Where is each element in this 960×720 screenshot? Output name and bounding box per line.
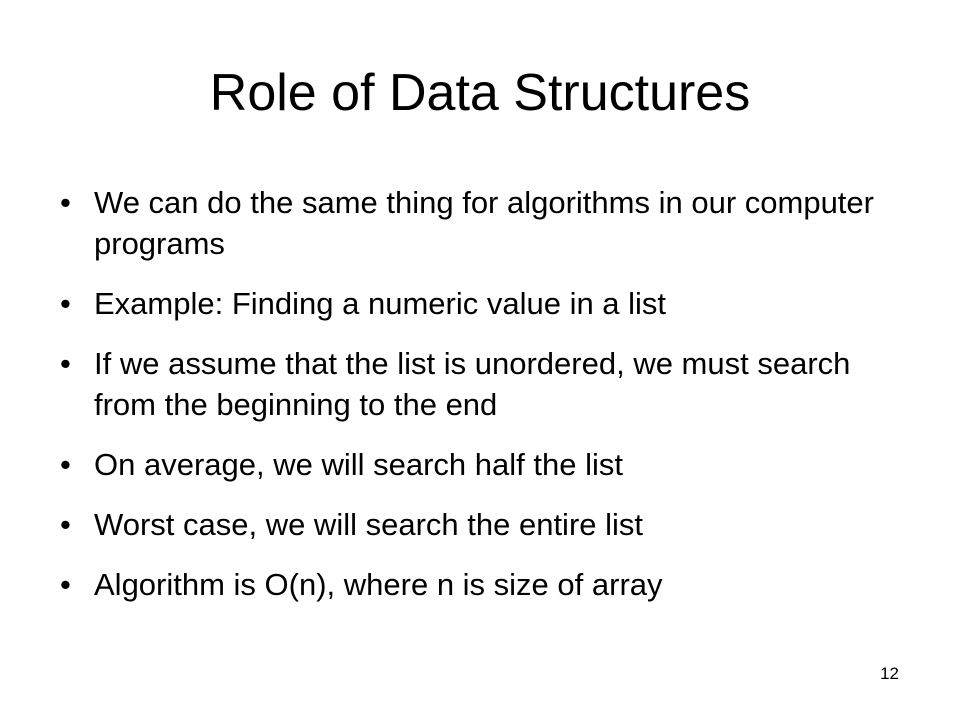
page-number: 12 — [880, 664, 899, 683]
bullet-item — [60, 283, 920, 324]
bullet-text: If we assume that the list is unordered, we must search from the beginning to the end — [94, 346, 851, 422]
bullet-text: We can do the same thing for algorithms in our computer programs — [94, 185, 874, 261]
bullet-list — [60, 182, 920, 624]
bullet-text: Algorithm is O(n), where n is size of array — [94, 567, 663, 602]
bullet-text: Example: Finding a numeric value in a list — [94, 286, 667, 321]
bullet-icon: • — [60, 567, 71, 602]
bullet-item — [60, 504, 920, 545]
slide-title: Role of Data Structures — [209, 64, 751, 122]
bullet-icon: • — [60, 286, 71, 321]
bullet-text: Worst case, we will search the entire list — [94, 507, 644, 542]
bullet-item — [60, 182, 920, 264]
bullet-item — [60, 444, 920, 485]
bullet-icon: • — [60, 185, 71, 220]
bullet-icon: • — [60, 447, 71, 482]
bullet-item — [60, 343, 920, 425]
bullet-icon: • — [60, 346, 71, 381]
bullet-text: On average, we will search half the list — [94, 447, 623, 482]
bullet-item — [60, 564, 920, 605]
bullet-icon: • — [60, 507, 71, 542]
